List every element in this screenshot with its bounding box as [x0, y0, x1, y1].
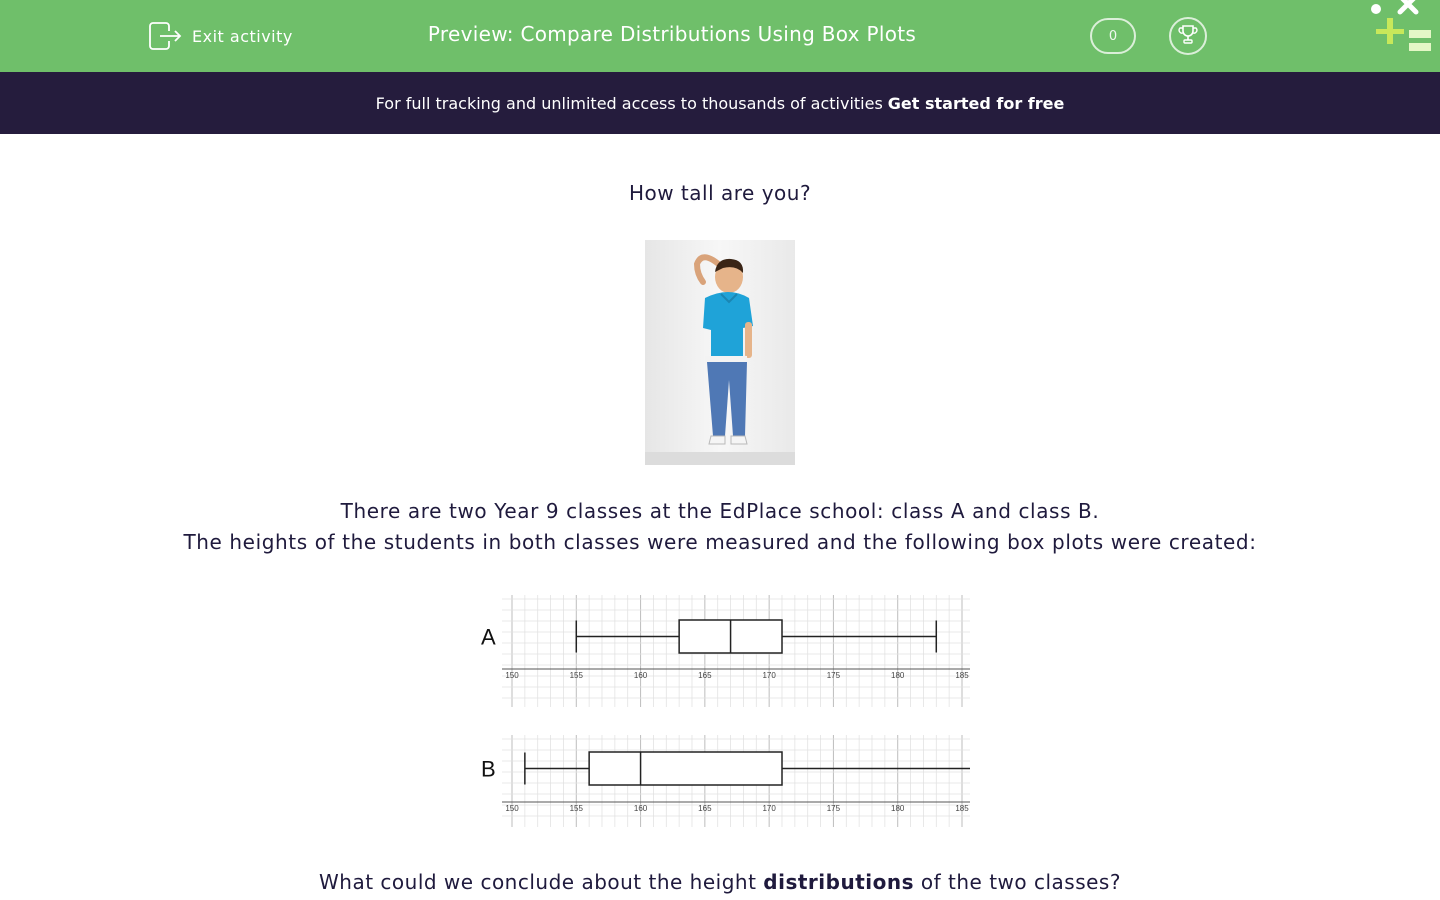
- tick-label: 175: [826, 671, 841, 680]
- prompt-before: What could we conclude about the height: [319, 870, 757, 894]
- tick-label: 155: [569, 804, 583, 813]
- tick-label: 160: [633, 804, 648, 813]
- exit-activity-label: Exit activity: [192, 26, 293, 46]
- top-bar: [0, 0, 1440, 72]
- tick-label: 185: [955, 671, 969, 680]
- box-plot-a: [470, 595, 970, 707]
- prompt-after: of the two classes?: [920, 870, 1121, 894]
- banner-text: For full tracking and unlimited access to thousands of activities: [375, 93, 883, 113]
- score-value: 0: [1108, 28, 1118, 44]
- tick-label: 170: [762, 804, 776, 813]
- tick-label: 150: [505, 804, 519, 813]
- child-height-photo: [645, 240, 795, 465]
- tick-label: 165: [698, 804, 712, 813]
- tick-label: 160: [633, 671, 648, 680]
- trophy-icon: [1177, 23, 1199, 49]
- prompt-bold: distributions: [763, 870, 915, 894]
- question-line-1: There are two Year 9 classes at the EdPlace school: class A and class B.: [340, 499, 1100, 523]
- tick-label: 180: [891, 671, 905, 680]
- get-started-link[interactable]: Get started for free: [887, 93, 1065, 113]
- logo-icon: [1362, 0, 1440, 60]
- tick-label: 150: [505, 671, 519, 680]
- iqr-box: [589, 752, 782, 785]
- tick-label: 185: [955, 804, 969, 813]
- page-title: Preview: Compare Distributions Using Box Plots: [427, 22, 917, 46]
- series-label: B: [481, 756, 496, 782]
- promo-banner: [0, 72, 1440, 134]
- trophy-button[interactable]: [1169, 17, 1207, 55]
- conclusion-prompt: [0, 870, 1440, 894]
- tick-label: 165: [698, 671, 712, 680]
- series-label: A: [481, 624, 496, 650]
- question-title: How tall are you?: [628, 181, 812, 205]
- question-line-2: The heights of the students in both classes were measured and the following box plots were created:: [183, 530, 1257, 554]
- tick-label: 170: [762, 671, 776, 680]
- tick-label: 155: [569, 671, 583, 680]
- tick-label: 180: [891, 804, 905, 813]
- tick-label: 175: [826, 804, 841, 813]
- score-counter: [1090, 18, 1136, 54]
- box-plot-b: [470, 735, 970, 827]
- box-plot-b-svg: [470, 735, 970, 827]
- box-plot-a-svg: [470, 595, 970, 707]
